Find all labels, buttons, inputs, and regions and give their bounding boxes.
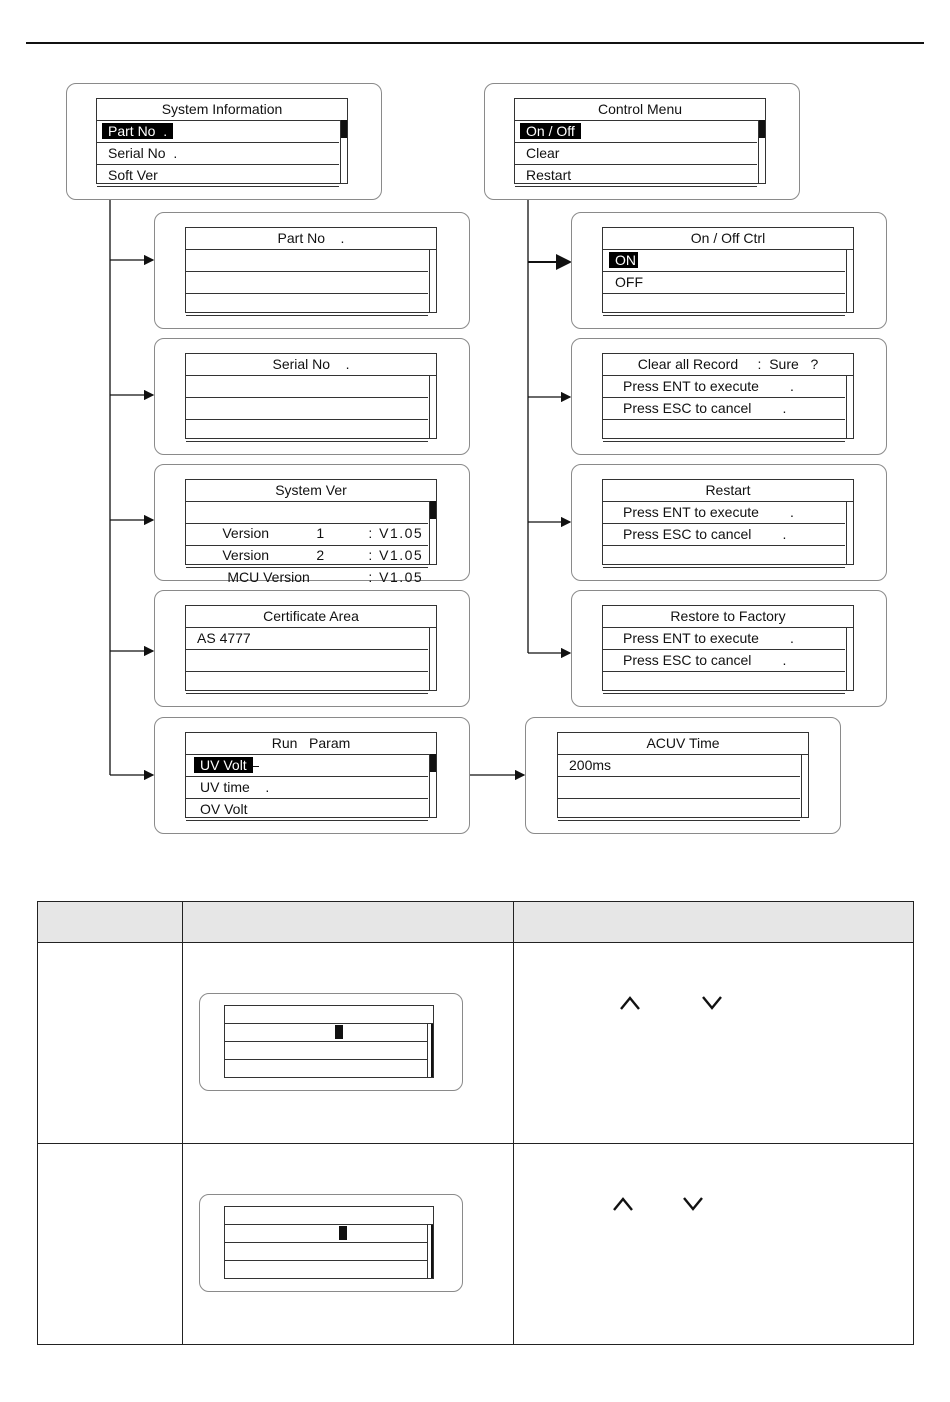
lcd-row <box>186 398 428 420</box>
mcu-version-row: MCU Version : V1.05 <box>186 546 428 568</box>
lcd-row <box>603 294 845 316</box>
on-off-ctrl-panel <box>571 212 887 329</box>
table-header-cell <box>38 902 183 943</box>
serial-no-title: Serial No . <box>186 354 436 376</box>
table-cell <box>514 943 914 1144</box>
certificate-area-title: Certificate Area <box>186 606 436 628</box>
table-cell <box>183 943 514 1144</box>
lcd-row <box>603 546 845 568</box>
up-chevron-icon <box>619 995 641 1011</box>
lcd-row <box>558 777 800 799</box>
esc-cancel-text: Press ESC to cancel . <box>603 524 845 546</box>
scrollbar[interactable] <box>846 501 853 564</box>
clear-record-title: Clear all Record : Sure ? <box>603 354 853 376</box>
ent-execute-text: Press ENT to execute . <box>603 376 845 398</box>
table-header-row <box>38 902 914 943</box>
control-menu-panel <box>484 83 800 200</box>
cursor-block <box>335 1025 343 1039</box>
lcd-title-row <box>225 1207 433 1225</box>
scrollbar[interactable] <box>429 249 436 312</box>
lcd-row <box>225 1060 427 1077</box>
control-menu-title: Control Menu <box>515 99 765 121</box>
scrollbar[interactable] <box>427 1024 433 1077</box>
acuv-time-panel <box>525 717 841 834</box>
restart-title: Restart <box>603 480 853 502</box>
version-row-2: Version 2 : V1.05 <box>186 524 428 546</box>
esc-cancel-text: Press ESC to cancel . <box>603 650 845 672</box>
part-no-panel <box>154 212 470 329</box>
scrollbar[interactable] <box>427 1225 433 1278</box>
run-param-lcd <box>185 732 437 818</box>
scrollbar[interactable] <box>429 501 436 564</box>
lcd-row <box>225 1042 427 1060</box>
lcd-row <box>225 1024 427 1042</box>
system-ver-panel <box>154 464 470 585</box>
lcd-screen <box>224 1206 434 1279</box>
lcd-row <box>558 799 800 821</box>
menu-item-soft-ver[interactable]: Soft Ver <box>97 165 339 187</box>
menu-item-restart[interactable]: Restart <box>515 165 757 187</box>
lcd-row <box>186 376 428 398</box>
esc-cancel-text: Press ESC to cancel . <box>603 398 845 420</box>
scrollbar[interactable] <box>429 375 436 438</box>
lcd-row <box>603 420 845 442</box>
menu-item-part-no[interactable]: Part No . <box>97 121 339 143</box>
part-no-title: Part No . <box>186 228 436 250</box>
scrollbar[interactable] <box>801 754 808 817</box>
table-header-cell <box>514 902 914 943</box>
table-header-cell <box>183 902 514 943</box>
lcd-row <box>186 294 428 316</box>
lcd-row <box>186 420 428 442</box>
system-information-lcd <box>96 98 348 184</box>
scrollbar[interactable] <box>340 120 347 183</box>
lcd-screen <box>224 1005 434 1078</box>
certificate-value: AS 4777 <box>186 628 428 650</box>
run-param-panel <box>154 717 470 834</box>
scrollbar[interactable] <box>429 754 436 817</box>
lcd-row <box>225 1261 427 1278</box>
cursor-block <box>339 1226 347 1240</box>
system-information-title: System Information <box>97 99 347 121</box>
down-chevron-icon <box>682 1196 704 1212</box>
on-off-ctrl-lcd <box>602 227 854 313</box>
instruction-table <box>37 901 914 1345</box>
run-param-title: Run Param <box>186 733 436 755</box>
scrollbar[interactable] <box>758 120 765 183</box>
acuv-time-lcd <box>557 732 809 818</box>
lcd-panel <box>199 1194 463 1292</box>
restore-factory-panel <box>571 590 887 707</box>
control-menu-lcd <box>514 98 766 184</box>
ent-execute-text: Press ENT to execute . <box>603 502 845 524</box>
scrollbar[interactable] <box>846 627 853 690</box>
menu-item-uv-time[interactable]: UV time . <box>186 777 428 799</box>
ent-execute-text: Press ENT to execute . <box>603 628 845 650</box>
part-no-lcd <box>185 227 437 313</box>
restart-lcd <box>602 479 854 565</box>
restore-factory-lcd <box>602 605 854 691</box>
table-row <box>38 1144 914 1345</box>
clear-record-panel <box>571 338 887 455</box>
menu-item-on-off[interactable]: On / Off <box>515 121 757 143</box>
acuv-time-title: ACUV Time <box>558 733 808 755</box>
option-on[interactable]: ON <box>603 250 845 272</box>
clear-record-lcd <box>602 353 854 439</box>
table-cell <box>514 1144 914 1345</box>
system-ver-title: System Ver <box>186 480 436 502</box>
scrollbar[interactable] <box>846 375 853 438</box>
table-cell <box>38 943 183 1144</box>
serial-no-panel <box>154 338 470 455</box>
lcd-row <box>603 672 845 694</box>
certificate-area-lcd <box>185 605 437 691</box>
lcd-row <box>186 672 428 694</box>
lcd-row <box>186 250 428 272</box>
restart-panel <box>571 464 887 581</box>
scrollbar[interactable] <box>846 249 853 312</box>
up-chevron-icon <box>612 1196 634 1212</box>
cursor <box>253 766 259 767</box>
down-chevron-icon <box>701 995 723 1011</box>
table-cell <box>38 1144 183 1345</box>
lcd-title-row <box>225 1006 433 1024</box>
table-cell <box>183 1144 514 1345</box>
restore-factory-title: Restore to Factory <box>603 606 853 628</box>
lcd-row <box>186 272 428 294</box>
lcd-panel <box>199 993 463 1091</box>
version-row-1: Version 1 : V1.05 <box>186 502 428 524</box>
system-information-panel <box>66 83 382 200</box>
menu-item-serial-no[interactable]: Serial No . <box>97 143 339 165</box>
menu-item-clear[interactable]: Clear <box>515 143 757 165</box>
lcd-row <box>186 650 428 672</box>
lcd-row <box>225 1243 427 1261</box>
scrollbar[interactable] <box>429 627 436 690</box>
on-off-ctrl-title: On / Off Ctrl <box>603 228 853 250</box>
certificate-area-panel <box>154 590 470 707</box>
table-row <box>38 943 914 1144</box>
serial-no-lcd <box>185 353 437 439</box>
option-off[interactable]: OFF <box>603 272 845 294</box>
lcd-row <box>225 1225 427 1243</box>
menu-item-uv-volt[interactable]: UV Volt <box>186 755 428 777</box>
system-ver-lcd <box>185 479 437 585</box>
menu-item-ov-volt[interactable]: OV Volt <box>186 799 428 821</box>
acuv-time-value[interactable]: 200ms <box>558 755 800 777</box>
